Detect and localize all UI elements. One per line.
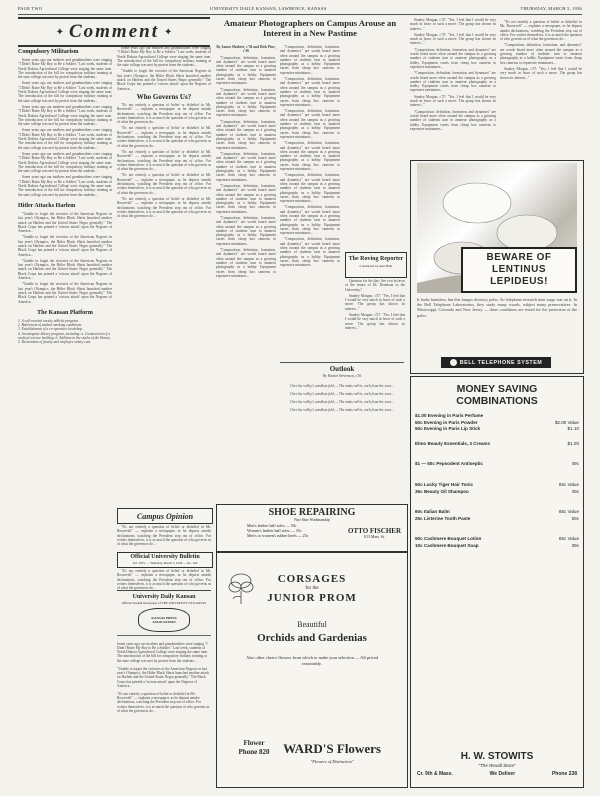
combo-row <box>411 509 583 516</box>
roving-question: Question for the day: Are you in favor of the return of Dr. Dennison to the University? <box>345 279 405 292</box>
official-bulletin-box <box>117 552 213 568</box>
press-association-label: KANSAS PRESS ASSOCIATION <box>151 616 177 624</box>
photographers-body-5: "Composition, definition, formation, and dynamics" are words heard more often around the campus as a growing number of students turn to amateur photography as a hobby. Equipment varies from cheap box cameras to expensive miniatures... <box>216 183 276 214</box>
flowers-motto: "Flowers of Distinction" <box>310 759 354 764</box>
shoe-repair-title: SHOE REPAIRING <box>268 507 356 518</box>
combo-price: 85c Value <box>558 509 579 515</box>
photographers-body-7: "Composition, definition, formation, and dynamics" are words heard more often around the campus as a growing number of students turn to amateur photography as a hobby. Equipment varies from cheap box cameras to expensive miniatures... <box>216 248 276 278</box>
right-body-2: Stanley Morgan, c'37: "Yes, I feel that I would be very much in favor of such a move. The group has shown its interest..." <box>410 32 496 46</box>
photographers-body-12: "Composition, definition, formation, and dynamics" are words heard more often around the campus as a growing number of students turn to amateur photography as a hobby. Equipment varies from cheap box cameras to expensive miniatures... <box>280 173 340 204</box>
combo-row <box>411 441 583 448</box>
combo-item: 60c Italian Balm <box>415 509 450 515</box>
outlook-poem <box>280 378 404 492</box>
governs-body-3: "It's not entirely a question of belief or disbelief in Mr. Roosevelt" — explains a newspaper, as he departs amidst declarations, watching the President step out of office. For writers themselves, it is as much the question of who governs as of what the governors do... <box>117 149 211 172</box>
outlook-stanza-4: Over the valley's windless fold — The mists roll in, each from the west... <box>290 407 394 412</box>
hitler-title: Hitler Attacks Harlem <box>18 202 76 209</box>
platform-item: 5. Restoration of faculty and employee salary cuts. <box>18 340 91 345</box>
money-saving-ad <box>410 376 584 788</box>
flowers-store: WARD'S Flowers <box>283 741 381 756</box>
money-items <box>411 413 583 550</box>
combo-price: 49c <box>571 461 579 467</box>
bell-headline-box <box>461 247 577 293</box>
combo-price: 39c <box>571 542 579 548</box>
photographers-byline: By James Shubert, c'36 and Dick Pine, c'36 <box>216 45 276 54</box>
platform-title: The Kansan Platform <box>37 309 93 316</box>
combo-row <box>411 413 583 420</box>
militarism-body-3: Some years ago our mothers and grandmothers were singing "I Didn't Raise My Boy to Be a Soldier." Last week, students of North Dakota Agricultural College were singing the same tune. The introduction of the bill for compulsory military training at the state college was met by protest from the students... <box>18 104 112 127</box>
store-block <box>411 751 583 779</box>
far-right-body-3: "Composition, definition, formation, and dynamics" are words heard more often around the campus as a growing number of students turn to amateur photography as a hobby. Equipment varies from cheap box cameras to expensive miniatures... <box>500 43 582 65</box>
right-body-5: Stanley Morgan, c'37: "Yes, I feel that I would be very much in favor of such a move. The group has shown its interest..." <box>410 94 496 108</box>
flowers-ad <box>216 552 408 788</box>
combo-row <box>411 536 583 543</box>
combo-price: $1.00 <box>567 440 579 446</box>
platform-item: 1. A self-counted varsity athletic program. <box>18 318 79 323</box>
governs-body-4: "It's not entirely a question of belief or disbelief in Mr. Roosevelt" — explains a newspaper, as he departs amidst declarations, watching the President step out of office. For writers themselves, it is as much the question of who governs as of what the governors do... <box>117 173 211 195</box>
campus-opinion-text <box>117 525 211 549</box>
far-right-body-2: "It's not entirely a question of belief or disbelief in Mr. Roosevelt" — explains a newspaper, as he departs amidst declarations, watching the President step out of office. For writers themselves, it is as much the question of who governs as of what the governors do... <box>500 20 582 42</box>
governs-body: "It's not entirely a question of belief or disbelief in Mr. Roosevelt" — explains a newspaper, as he departs amidst declarations, watching the President step out of office. For writers themselves, it is as much the question of who governs as of what the governors do... <box>117 102 211 125</box>
militarism-body: Some years ago our mothers and grandmothers were singing "I Didn't Raise My Boy to Be a Soldier." Last week, students of North Dakota Agricultural College were singing the same tune. The introduction of the bill for compulsory military training at the state college was met by protest from the students... <box>18 58 112 80</box>
combo-item: 50c Evening in Paris Lip Stick <box>415 426 481 432</box>
comment-ornament-left: ✦ <box>55 26 64 38</box>
platform-item: 3. Establishment of a co-operative bookshop. <box>18 327 83 332</box>
shoe-repair-ad <box>216 504 408 552</box>
hitler-body-4: "Unable to forget the victories of the American Negroes in last year's Olympics, the Hitler Black Shirts launched another attack on Harlem and the United States Negro generally." The Black Corps has printed a 'vicious attack' upon the Negroes of America... <box>18 282 112 304</box>
roving-reporter-title: The Roving Reporter <box>348 256 404 262</box>
flowers-orchids: Orchids and Gardenias <box>257 632 367 644</box>
money-title: MONEY SAVING COMBINATIONS <box>456 383 538 407</box>
right-body: Stanley Morgan, c'37: "Yes, I feel that I would be very much in favor of such a move. The group has shown its interest..." <box>410 18 496 31</box>
combo-price: 85c Value <box>558 481 579 487</box>
combo-row <box>411 543 583 550</box>
shoe-price: Women's leather half soles — 35c <box>247 528 302 533</box>
flowers-note: Also other choice flowers from which to make your selection — All priced reasonably. <box>246 655 378 666</box>
photographers-col-1 <box>216 45 276 363</box>
shoe-shop-block <box>348 527 401 540</box>
photographers-body-2: "Composition, definition, formation, and dynamics" are words heard more often around the campus as a growing number of students turn to amateur photography as a hobby. Equipment varies from cheap box cameras to expensive miniatures... <box>216 87 276 118</box>
shoe-price: Men's or women's rubber heels — 25c <box>247 533 309 538</box>
combo-item: 35c Beauty Oil Shampoo <box>415 488 469 494</box>
flower-illustration <box>227 571 255 605</box>
outlook-title: Outlook <box>329 365 355 373</box>
photographers-body-14: "Composition, definition, formation, and dynamics" are words heard more often around the campus as a growing number of students turn to amateur photography as a hobby. Equipment varies from cheap box cameras to expensive miniatures... <box>280 237 340 268</box>
combo-row <box>411 420 583 427</box>
combo-item: 10c Cashmere Bouquet Soap <box>415 542 479 548</box>
photographers-body-4: "Composition, definition, formation, and dynamics" are words heard more often around the campus as a growing number of students turn to amateur photography as a hobby. Equipment varies from cheap box cameras to expensive miniatures... <box>216 151 276 182</box>
combo-row <box>411 489 583 496</box>
photographers-body: "Composition, definition, formation, and dynamics" are words heard more often around the campus as a growing number of students turn to amateur photography as a hobby. Equipment varies from cheap box cameras to expensive miniatures... <box>216 55 276 86</box>
flowers-prom: JUNIOR PROM <box>267 592 357 604</box>
masthead-line: UNIVERSITY DAILY KANSAN, LAWRENCE, KANSAS <box>210 6 327 11</box>
platform-item: 2. Betterment of student smoking conditions. <box>18 323 82 328</box>
column-2 <box>117 46 211 506</box>
combo-item: $1.00 Evening in Paris Perfume <box>415 413 484 418</box>
flowers-phone: Flower Phone 820 <box>238 739 270 756</box>
kansan-title: University Daily Kansan <box>132 594 196 600</box>
comment-banner <box>18 17 210 47</box>
far-right-body-4: Stanley Morgan, c'37: "Yes, I feel that I would be very much in favor of such a move. The group has shown its interest..." <box>500 66 582 80</box>
combo-item: 50c Cashmere Bouquet Lotion <box>415 536 482 542</box>
flowers-corsages: CORSAGES <box>277 573 347 585</box>
governs-body-5: "It's not entirely a question of belief or disbelief in Mr. Roosevelt" — explains a newspaper, as he departs amidst declarations, watching the President step out of office. For writers themselves, it is as much the question of who governs as of what the governors do... <box>117 196 211 219</box>
comment-ornament-right: ✦ <box>164 26 173 38</box>
bell-footer <box>441 357 551 368</box>
staff-list <box>117 635 211 788</box>
staff-text-3: "It's not entirely a question of belief or disbelief in Mr. Roosevelt" — explains a newspaper, as he departs amidst declarations, watching the President step out of office. For writers themselves, it is as much the question of who governs as of what the governors do... <box>117 691 210 713</box>
far-right-column-text <box>500 18 582 158</box>
store-name: H. W. STOWITS <box>460 751 534 762</box>
issue-date: THURSDAY, MARCH 5, 1936 <box>520 6 582 11</box>
campus-opinion-title: Campus Opinion <box>136 511 194 521</box>
photographers-col-2 <box>280 45 340 363</box>
bulletin-text <box>117 569 211 591</box>
photographers-body-10: "Composition, definition, formation, and dynamics" are words heard more often around the campus as a growing number of students turn to amateur photography as a hobby. Equipment varies from cheap box cameras to expensive miniatures... <box>280 109 340 139</box>
bell-headline: BEWARE OF LENTINUS LEPIDEUS! <box>486 252 552 287</box>
hitler-body: "Unable to forget the victories of the American Negroes in last year's Olympics, the Hitler Black Shirts launched another attack on Harlem and the United States Negro generally." The Black Corps has printed a 'vicious attack' upon the Negroes of America... <box>18 211 112 234</box>
roving-reporter-sub: Conducted by Ann Blair <box>359 264 393 268</box>
right-body-3: "Composition, definition, formation, and dynamics" are words heard more often around the campus as a growing number of students turn to amateur photography as a hobby. Equipment varies from cheap box cameras to expensive miniatures... <box>410 47 496 69</box>
combo-item: 50c Lucky Tiger Hair Tonic <box>415 481 474 487</box>
flowers-beautiful: Beautiful <box>297 620 327 629</box>
combo-price: $2.00 Value <box>554 419 579 425</box>
right-body-6: "Composition, definition, formation, and dynamics" are words heard more often around the campus as a growing number of students turn to amateur photography as a hobby. Equipment varies from cheap box cameras to expensive miniatures... <box>410 109 496 131</box>
campus-opinion-box <box>117 508 213 524</box>
bell-logo-icon <box>450 359 457 366</box>
column-1 <box>18 46 112 786</box>
shoe-shop-name: OTTO FISCHER <box>348 527 401 535</box>
press-association-emblem <box>138 608 190 632</box>
top-rule <box>18 14 582 15</box>
shoe-price: Men's leather half soles — 50c <box>247 523 297 528</box>
continued-body: Some years ago our mothers and grandmothers were singing "I Didn't Raise My Boy to Be a Soldier." Last week, students of North Dakota Agricultural College were singing the same tune. The introduction of the bill for compulsory military training at the state college was met by protest from the students... <box>117 46 211 68</box>
combo-price: 59c <box>571 515 579 521</box>
platform-item: 4. An adequate library program, including: a. Construction of a medical science building. b. Addition to the stacks of the library. <box>18 331 111 341</box>
photographers-body-13: "Composition, definition, formation, and dynamics" are words heard more often around the campus as a growing number of students turn to amateur photography as a hobby. Equipment varies from cheap box cameras to expensive miniatures... <box>280 205 340 236</box>
continued-body-2: "Unable to forget the victories of the American Negroes in last year's Olympics, the Hitler Black Shirts launched another attack on Harlem and the United States Negro generally." The Black Corps has printed a 'vicious attack' upon the Negroes of America... <box>117 69 211 91</box>
combo-row <box>411 426 583 433</box>
right-body-4: "Composition, definition, formation, and dynamics" are words heard more often around the campus as a growing number of students turn to amateur photography as a hobby. Equipment varies from cheap box cameras to expensive miniatures... <box>410 71 496 93</box>
outlook-stanza-3: Over the valley's windless fold — The mists roll in, each from the west... <box>290 399 394 404</box>
combo-price: 49c <box>571 488 579 494</box>
photographers-body-9: "Composition, definition, formation, and dynamics" are words heard more often around the campus as a growing number of students turn to amateur photography as a hobby. Equipment varies from cheap box cameras to expensive miniatures... <box>280 77 340 107</box>
photographers-body-11: "Composition, definition, formation, and dynamics" are words heard more often around the campus as a growing number of students turn to amateur photography as a hobby. Equipment varies from cheap box cameras to expensive miniatures... <box>280 141 340 172</box>
outlook-stanza: Over the valley's windless fold — The mists roll in, each from the west... <box>290 383 394 388</box>
shoe-repair-tagline: Fine Shoe Workmanship <box>294 518 330 522</box>
combo-row <box>411 482 583 489</box>
hitler-body-3: "Unable to forget the victories of the American Negroes in last year's Olympics, the Hitler Black Shirts launched another attack on Harlem and the United States Negro generally." The Black Corps has printed a 'vicious attack' upon the Negroes of America... <box>18 258 112 281</box>
store-sub: "The Rexall Store" <box>478 763 516 768</box>
bell-footer-text: BELL TELEPHONE SYSTEM <box>459 359 543 366</box>
official-bulletin-date: Vol. XXV — Thursday, March 5, 1936 — No. 100 <box>132 561 198 565</box>
governs-title: Who Governs Us? <box>136 92 192 101</box>
masthead-block <box>117 590 211 787</box>
bulletin-body: "It's not entirely a question of belief or disbelief in Mr. Roosevelt" — explains a newspaper, as he departs amidst declarations, watching the President step out of office. For writers themselves, it is as much the question of who governs as of what the governors do... <box>117 569 211 591</box>
combo-row <box>411 516 583 523</box>
staff-text: Some years ago our mothers and grandmothers were singing "I Didn't Raise My Boy to Be a Soldier." Last week, students of North Dakota Agricultural College were singing the same tune. The introduction of the bill for compulsory military training at the state college was met by protest from the students... <box>117 641 208 663</box>
hitler-body-2: "Unable to forget the victories of the American Negroes in last year's Olympics, the Hitler Black Shirts launched another attack on Harlem and the United States Negro generally." The Black Corps has printed a 'vicious attack' upon the Negroes of America... <box>18 235 112 257</box>
photographers-body-8: "Composition, definition, formation, and dynamics" are words heard more often around the campus as a growing number of students turn to amateur photography as a hobby. Equipment varies from cheap box cameras to expensive miniatures... <box>280 45 340 75</box>
combo-row <box>411 461 583 468</box>
roving-body: Stanley Morgan, c'37: "Yes, I feel that I would be very much in favor of such a move. The group has shown its interest..." <box>345 293 405 311</box>
photographers-headline <box>216 18 404 38</box>
kansan-subtitle: Official Student Newspaper of THE UNIVERSITY OF KANSAS <box>121 601 207 605</box>
comment-title: Comment <box>68 21 159 42</box>
militarism-body-4: Some years ago our mothers and grandmothers were singing "I Didn't Raise My Boy to Be a Soldier." Last week, students of North Dakota Agricultural College were singing the same tune. The introduction of the bill for compulsory military training at the state college was met by protest from the students... <box>18 128 112 150</box>
roving-body-2: Stanley Morgan, c'37: "Yes, I feel that I would be very much in favor of such a move. The group has shown its interest..." <box>345 313 405 330</box>
roving-reporter-text <box>345 279 405 363</box>
combo-price: 85c Value <box>558 536 579 542</box>
bell-body: It looks harmless, but this fungus destroys poles. So telephone research men wage war on it. In the Bell Telephone Laboratories, they study many woods, subject many preservatives. In Mississippi, Colorado and New Jersey — these conditions are tested for the protection of the poles. <box>417 297 577 318</box>
bell-telephone-ad <box>410 160 584 374</box>
shoe-shop-address: 813 Mass. St. <box>364 535 385 539</box>
store-phone: Phone 238 <box>551 771 577 777</box>
outlook-byline: By Harriet Stevenson, c'36 <box>322 374 362 378</box>
outlook-stanza-2: Over the valley's windless fold — The mists roll in, each from the west... <box>290 391 394 396</box>
photographers-body-6: "Composition, definition, formation, and dynamics" are words heard more often around the campus as a growing number of students turn to amateur photography as a hobby. Equipment varies from cheap box cameras to expensive miniatures... <box>216 215 276 246</box>
outlook-section <box>280 362 404 505</box>
store-address: Cr. 9th & Mass. <box>417 771 453 777</box>
combo-item: 50c Evening in Paris Powder <box>415 419 478 425</box>
roving-reporter-box <box>345 252 407 278</box>
combo-item: Elmo Beauty Essentials, 3 Creams <box>415 440 491 446</box>
flowers-for-the: for the <box>305 586 319 591</box>
opinion-body: "It's not entirely a question of belief or disbelief in Mr. Roosevelt" — explains a newspaper, as he departs amidst declarations, watching the President step out of office. For writers themselves, it is as much the question of who governs as of what the governors do... <box>117 525 211 547</box>
governs-body-2: "It's not entirely a question of belief or disbelief in Mr. Roosevelt" — explains a newspaper, as he departs amidst declarations, watching the President step out of office. For writers themselves, it is as much the question of who governs as of what the governors do... <box>117 126 211 148</box>
combo-item: $1 — 50c Pepsodent Antiseptic <box>415 461 483 467</box>
combo-item: 25c Listerine Tooth Paste <box>415 515 471 521</box>
militarism-title: Compulsory Militarism <box>18 49 79 55</box>
militarism-body-5: Some years ago our mothers and grandmothers were singing "I Didn't Raise My Boy to Be a Soldier." Last week, students of North Dakota Agricultural College were singing the same tune. The introduction of the bill for compulsory military training at the state college was met by protest from the students... <box>18 151 112 174</box>
store-deliver: We Deliver <box>489 771 516 777</box>
militarism-body-6: Some years ago our mothers and grandmothers were singing "I Didn't Raise My Boy to Be a Soldier." Last week, students of North Dakota Agricultural College were singing the same tune. The introduction of the bill for compulsory military training at the state college was met by protest from the students... <box>18 175 112 197</box>
page-number: PAGE TWO <box>18 6 43 11</box>
store-contact <box>411 769 583 779</box>
combo-price: $1.10 <box>567 426 579 432</box>
orchid-icon <box>227 571 255 605</box>
photographers-body-3: "Composition, definition, formation, and dynamics" are words heard more often around the campus as a growing number of students turn to amateur photography as a hobby. Equipment varies from cheap box cameras to expensive miniatures... <box>216 119 276 150</box>
shoe-repair-list <box>247 523 308 538</box>
photographers-title: Amateur Photographers on Campus Arouse an Interest in a New Pastime <box>223 18 397 38</box>
official-bulletin-title: Official University Bulletin <box>130 554 200 560</box>
militarism-body-2: Some years ago our mothers and grandmothers were singing "I Didn't Raise My Boy to Be a Soldier." Last week, students of North Dakota Agricultural College were singing the same tune. The introduction of the bill for compulsory military training at the state college was met by protest from the students... <box>18 81 112 103</box>
staff-text-2: "Unable to forget the victories of the American Negroes in last year's Olympics, the Hitler Black Shirts launched another attack on Harlem and the United States Negro generally." The Black Corps has printed a 'vicious attack' upon the Negroes of America... <box>117 666 210 688</box>
